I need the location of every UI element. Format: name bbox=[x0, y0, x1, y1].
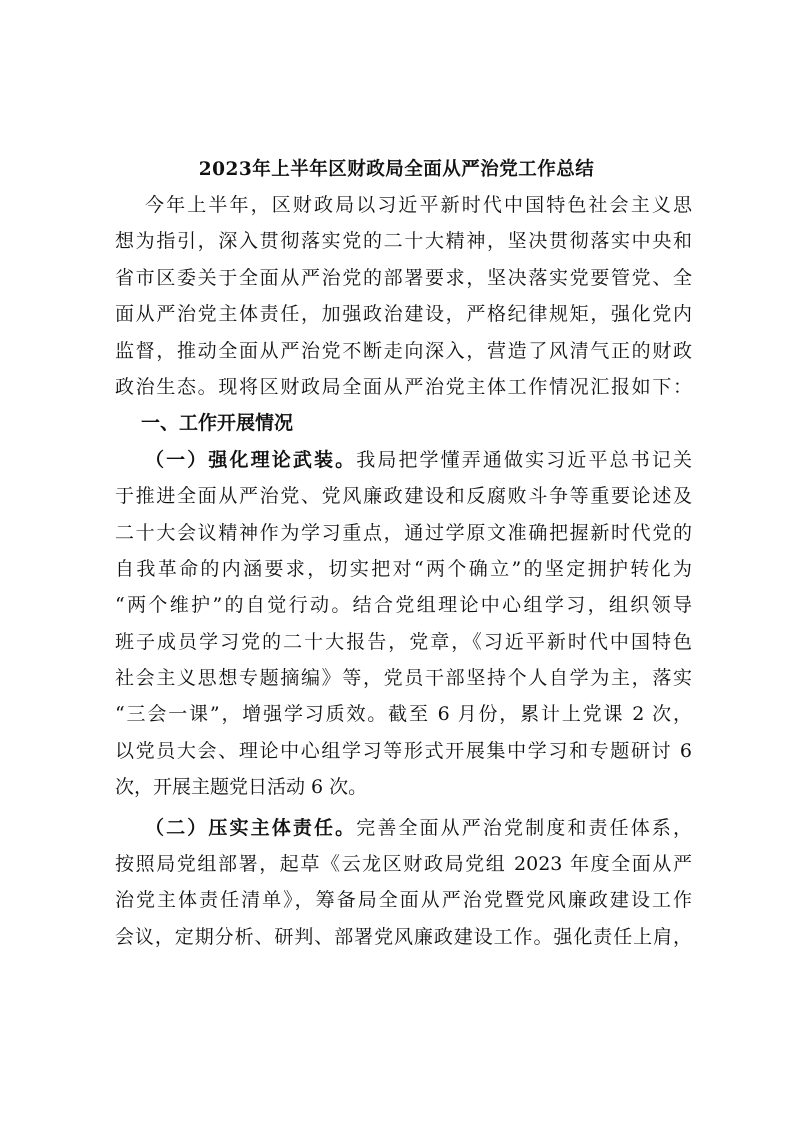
section-heading: 一、工作开展情况 bbox=[141, 412, 294, 435]
text-line: 自我革命的内涵要求，切实把对“两个确立”的坚定拥护转化为 bbox=[115, 557, 692, 580]
text-line: 二十大会议精神作为学习重点，通过学原文准确把握新时代党的 bbox=[115, 521, 692, 544]
item2-paragraph bbox=[115, 810, 692, 956]
text-line: 面从严治党主体责任，加强政治建设，严格纪律规矩，强化党内 bbox=[115, 303, 692, 326]
document-title: 2023年上半年区财政局全面从严治党工作总结 bbox=[198, 159, 595, 180]
text-line: 班子成员学习党的二十大报告，党章，《习近平新时代中国特色 bbox=[115, 630, 692, 653]
text-line: 次，开展主题党日活动 6 次。 bbox=[115, 776, 368, 799]
text-line bbox=[115, 442, 692, 478]
text-line: 于推进全面从严治党、党风廉政建设和反腐败斗争等重要论述及 bbox=[115, 485, 692, 508]
item1-paragraph bbox=[115, 442, 692, 806]
text-line: “三会一课”，增强学习质效。截至 6 月份，累计上党课 2 次， bbox=[115, 703, 692, 726]
intro-paragraph bbox=[115, 187, 692, 405]
text-line: 社会主义思想专题摘编》等，党员干部坚持个人自学为主，落实 bbox=[115, 667, 692, 690]
text-line: 按照局党组部署，起草《云龙区财政局党组 2023 年度全面从严 bbox=[115, 853, 692, 876]
text-line: 会议，定期分析、研判、部署党风廉政建设工作。强化责任上肩， bbox=[115, 925, 692, 948]
text-line: 政治生态。现将区财政局全面从严治党主体工作情况汇报如下： bbox=[115, 375, 692, 398]
text-line: 以党员大会、理论中心组学习等形式开展集中学习和专题研讨 6 bbox=[115, 739, 692, 762]
text-run: 我局把学懂弄通做实习近平总书记关 bbox=[356, 448, 692, 471]
item-lead: （二）压实主体责任。 bbox=[145, 816, 357, 839]
text-line: 监督，推动全面从严治党不断走向深入，营造了风清气正的财政 bbox=[115, 339, 692, 362]
text-run: 完善全面从严治党制度和责任体系， bbox=[356, 816, 692, 839]
text-line: “两个维护”的自觉行动。结合党组理论中心组学习，组织领导 bbox=[115, 594, 692, 617]
text-line: 今年上半年，区财政局以习近平新时代中国特色社会主义思 bbox=[145, 194, 692, 216]
text-line: 想为指引，深入贯彻落实党的二十大精神，坚决贯彻落实中央和 bbox=[115, 230, 692, 253]
text-line: 省市区委关于全面从严治党的部署要求，坚决落实党要管党、全 bbox=[115, 266, 692, 289]
document-body bbox=[115, 187, 692, 955]
text-line bbox=[115, 810, 692, 846]
text-line: 治党主体责任清单》，筹备局全面从严治党暨党风廉政建设工作 bbox=[115, 889, 692, 912]
item-lead: （一）强化理论武装。 bbox=[145, 448, 357, 471]
